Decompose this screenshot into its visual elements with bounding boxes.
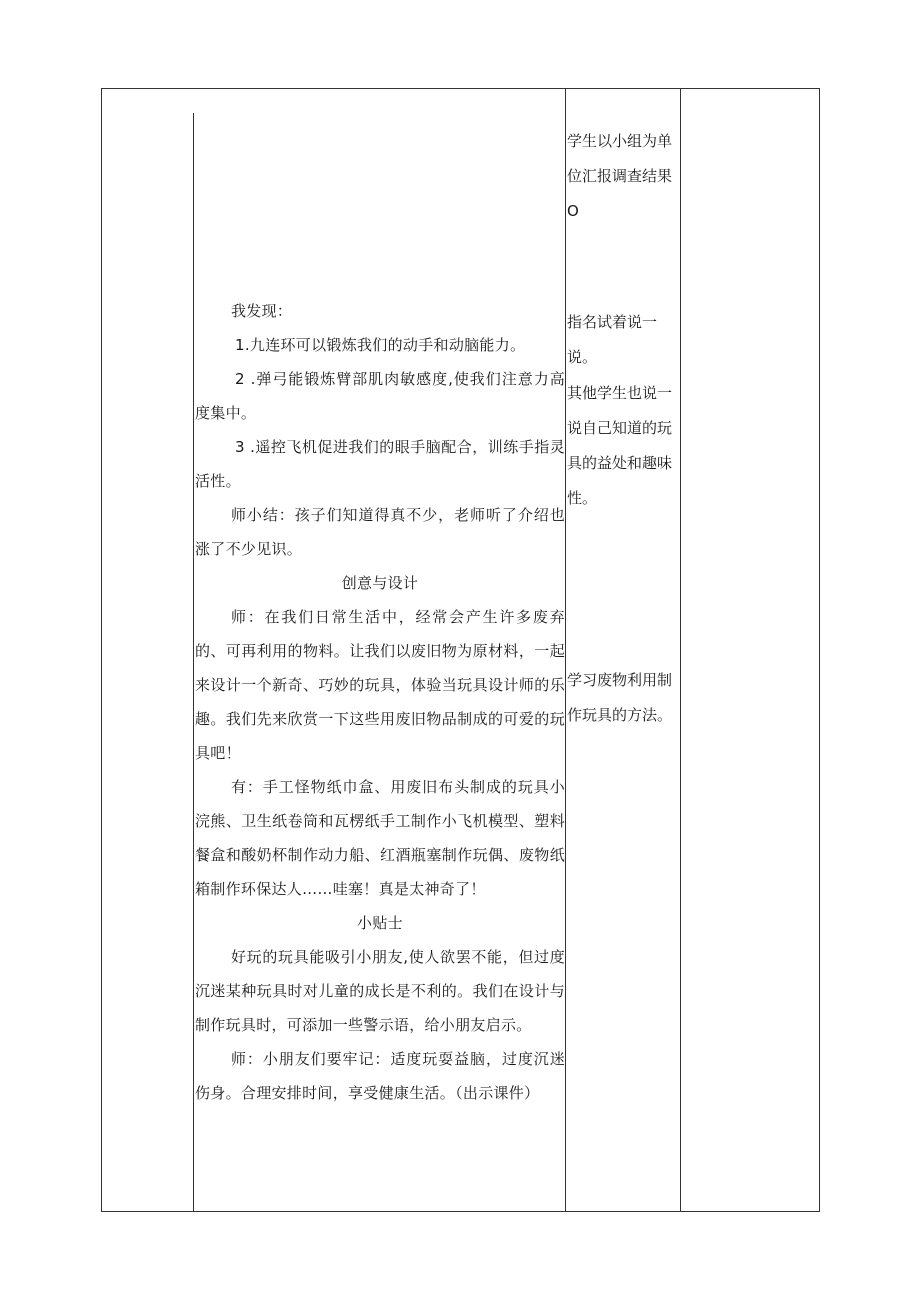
discover-label: 我发现： [231,302,293,320]
teacher-summary: 师小结：孩子们知道得真不少，老师听了介绍也涨了不少见识。 [195,506,565,558]
student-activity-1-text: 学生以小组为单位汇报调查结果O [567,132,673,220]
student-activity-2 [567,305,680,375]
discover-item-3: 3 .遥控飞机促进我们的眼手脑配合，训练手指灵活性。 [195,438,565,490]
toy-examples: 有：手工怪物纸巾盒、用废旧布头制成的玩具小浣熊、卫生纸卷筒和瓦楞纸手工制作小飞机模型、塑料餐盒和酸奶杯制作动力船、红酒瓶塞制作玩偶、废物纸箱制作环保达人……哇塞！真是太神奇了！ [195,778,565,898]
student-activity-3 [567,376,680,516]
student-activity-4-text: 学习废物利用制作玩具的方法。 [567,671,673,724]
column-divider [680,88,681,1212]
section-heading-design: 创意与设计 [341,574,419,592]
tips-text: 好玩的玩具能吸引小朋友,使人欲罢不能，但过度沉迷某种玩具时对儿童的成长是不利的。我们在设计与制作玩具时，可添加一些警示语，给小朋友启示。 [195,948,565,1034]
student-activity-4 [567,663,680,733]
student-activity-1 [567,124,680,229]
column-divider [565,88,566,1212]
student-activity-2-text: 指名试着说一说。 [567,313,658,366]
teacher-design-text: 师：在我们日常生活中，经常会产生许多废弃的、可再利用的物料。让我们以废旧物为原材料，一起来设计一个新奇、巧妙的玩具，体验当玩具设计师的乐趣。我们先来欣赏一下这些用废旧物品制成的可爱的玩具吧！ [195,608,565,762]
teacher-tips-text: 师：小朋友们要牢记：适度玩耍益脑，过度沉迷伤身。合理安排时间，享受健康生活。（出示课件） [195,1050,565,1102]
student-activity-3-text: 其他学生也说一说自己知道的玩具的益处和趣味性。 [567,384,673,507]
section-heading-tips: 小贴士 [357,914,403,932]
inner-divider [193,113,194,1212]
teaching-process-cell [195,294,565,1110]
discover-item-2: 2 .弹弓能锻炼臂部肌肉敏感度,使我们注意力高度集中。 [195,370,565,422]
discover-item-1: 1.九连环可以锻炼我们的动手和动脑能力。 [235,336,526,354]
